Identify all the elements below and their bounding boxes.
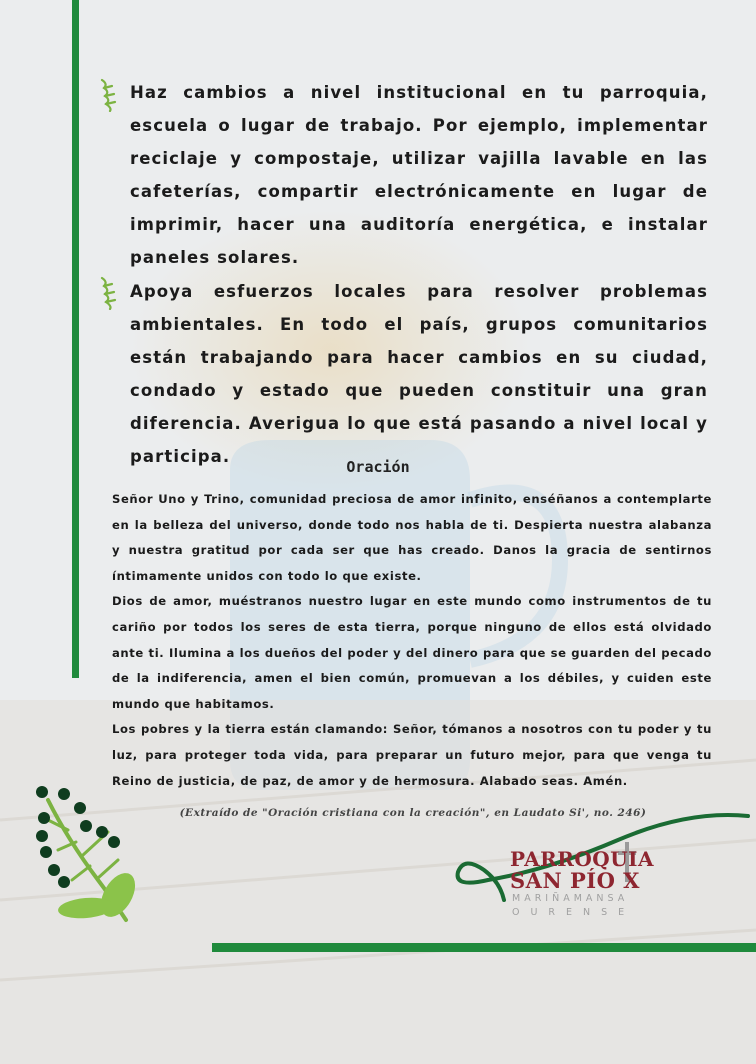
logo-line-ourense: OURENSE	[512, 907, 636, 918]
branch-illustration-icon	[28, 780, 148, 928]
prayer-paragraph-1: Señor Uno y Trino, comunidad preciosa de amor infinito, enséñanos a contemplarte en la belleza del universo, donde todo nos habla de ti. Despierta nuestra alabanza y nuestra gratitud por cada ser que has creado. Danos la gracia de sentirnos íntimamente unidos con todo lo que existe.	[112, 492, 712, 583]
logo-line-parroquia: PARROQUIA	[510, 847, 655, 871]
prayer-citation: (Extraído de "Oración cristiana con la creación", en Laudato Si', no. 246)	[179, 807, 647, 819]
prayer-paragraph-3: Los pobres y la tierra están clamando: Señor, tómanos a nosotros con tu poder y tu luz, para proteger toda vida, para preparar un futuro mejor, para que venga tu Reino de justicia, de paz, de amor y de hermosura. Alabado seas. Amén.	[112, 722, 712, 788]
bullet-text-1: Haz cambios a nivel institucional en tu parroquia, escuela o lugar de trabajo. Por ejemplo, implementar reciclaje y compostaje, utilizar vajilla lavable en las cafeterías, compartir electrónicamente en lugar de imprimir, hacer una auditoría energética, e instalar paneles solares.	[130, 83, 708, 267]
logo-line-marinamansa: MARIÑAMANSA	[512, 893, 629, 904]
left-accent-bar	[72, 0, 79, 678]
leaf-sprig-icon	[98, 276, 120, 310]
prayer-paragraph-2: Dios de amor, muéstranos nuestro lugar en este mundo como instrumentos de tu cariño por todos los seres de esta tierra, porque ninguno de ellos está olvidado ante ti. Ilumina a los dueños del poder y del dinero para que se guarden del pecado de la indiferencia, amen el bien común, promuevan a los débiles, y cuiden este mundo que habitamos.	[112, 594, 712, 711]
parish-logo	[510, 847, 655, 918]
prayer-title: Oración	[346, 458, 410, 476]
leaf-sprig-icon	[98, 78, 120, 112]
bottom-accent-bar	[212, 943, 756, 952]
prayer-body	[112, 487, 712, 794]
bullet-text-2: Apoya esfuerzos locales para resolver problemas ambientales. En todo el país, grupos comunitarios están trabajando para hacer cambios en su ciudad, condado y estado que pueden constituir una gran diferencia. Averigua lo que está pasando a nivel local y participa.	[130, 282, 708, 466]
logo-line-san-pio: SAN PÍO X	[510, 868, 640, 893]
